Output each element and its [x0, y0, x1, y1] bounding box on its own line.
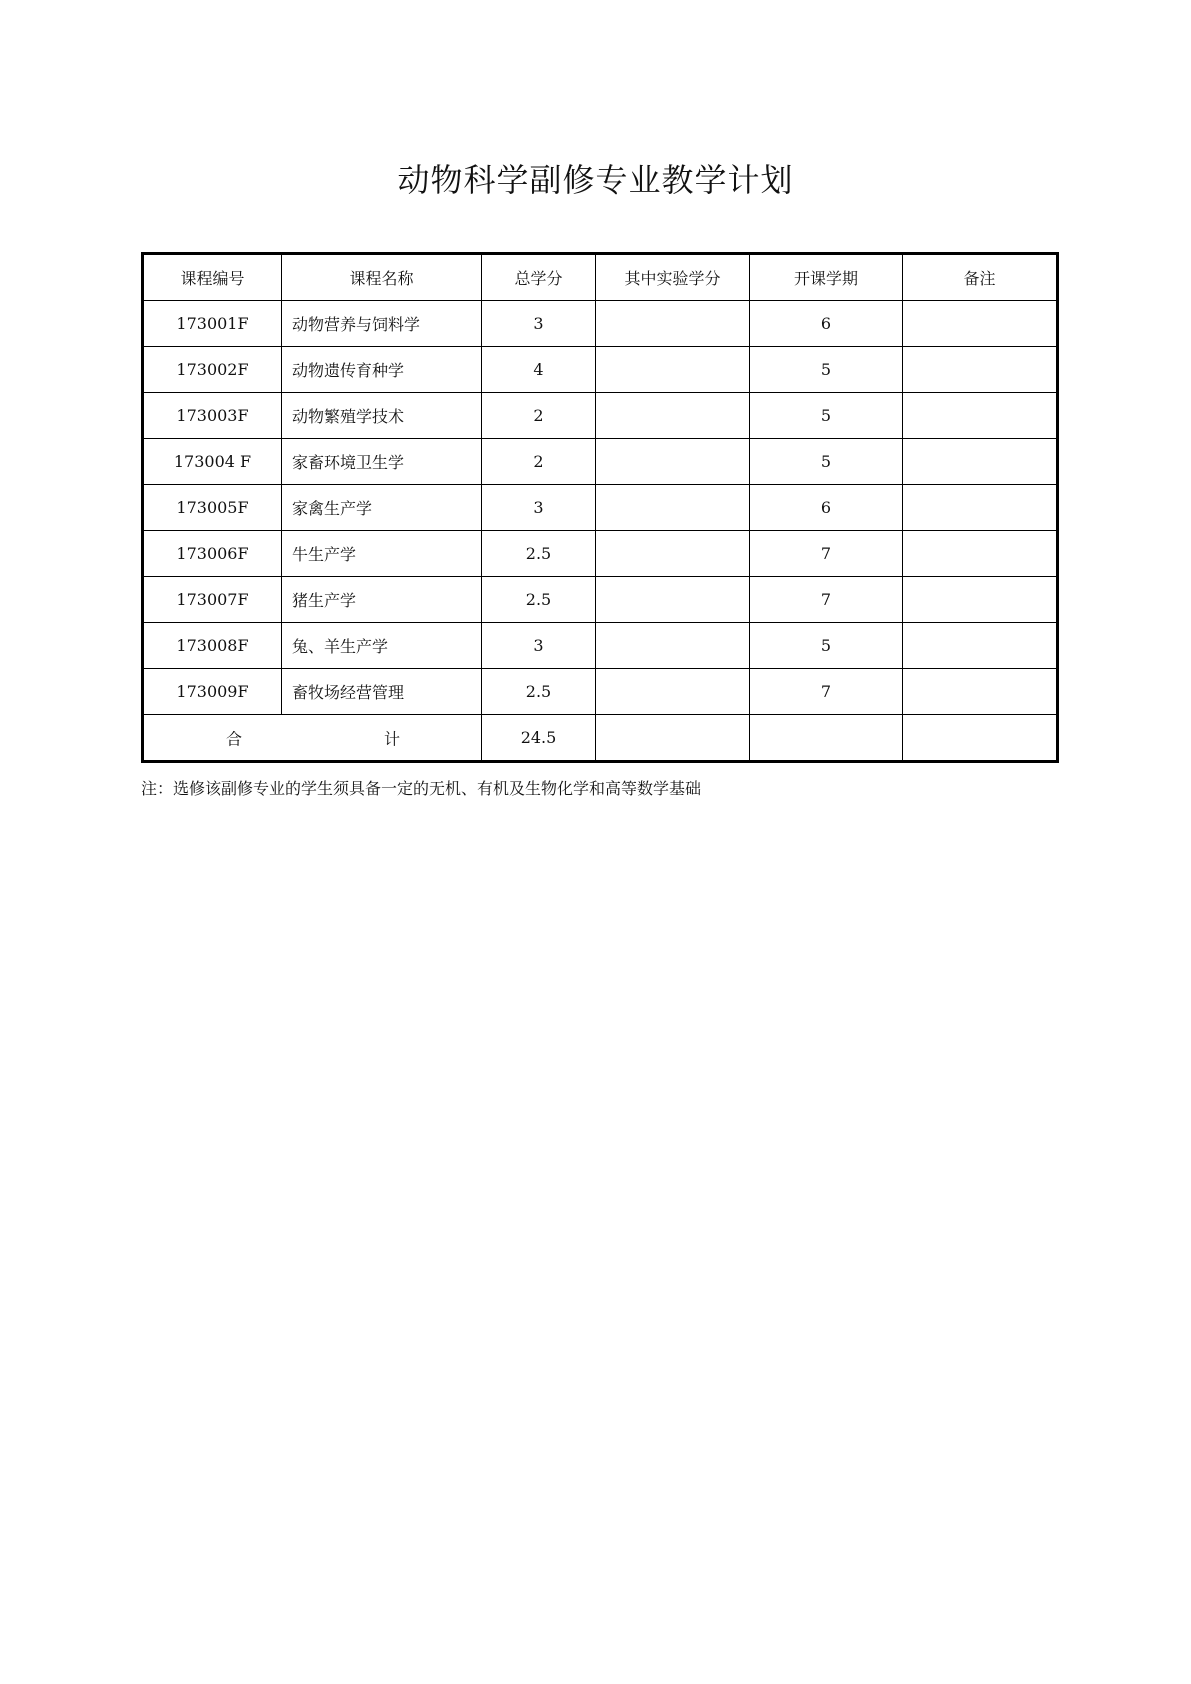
header-total-credits: 总学分	[482, 254, 596, 301]
semester: 7	[750, 531, 903, 577]
lab-credits	[596, 439, 750, 485]
semester: 5	[750, 347, 903, 393]
table-row	[143, 347, 1058, 393]
course-code: 173008F	[143, 623, 282, 669]
semester: 7	[750, 577, 903, 623]
lab-credits	[596, 623, 750, 669]
total-credits: 2.5	[482, 669, 596, 715]
course-code: 173003F	[143, 393, 282, 439]
header-semester: 开课学期	[750, 254, 903, 301]
table-header-row	[143, 254, 1058, 301]
remark	[903, 485, 1058, 531]
semester: 5	[750, 439, 903, 485]
total-remark	[903, 715, 1058, 762]
total-credits: 2.5	[482, 577, 596, 623]
lab-credits	[596, 347, 750, 393]
course-name: 家畜环境卫生学	[282, 439, 482, 485]
total-credits: 3	[482, 485, 596, 531]
course-code: 173006F	[143, 531, 282, 577]
remark	[903, 669, 1058, 715]
lab-credits	[596, 485, 750, 531]
remark	[903, 531, 1058, 577]
lab-credits	[596, 669, 750, 715]
header-remark: 备注	[903, 254, 1058, 301]
total-lab-credits	[596, 715, 750, 762]
course-name: 动物繁殖学技术	[282, 393, 482, 439]
lab-credits	[596, 577, 750, 623]
remark	[903, 393, 1058, 439]
remark	[903, 347, 1058, 393]
table-row	[143, 623, 1058, 669]
total-credits: 3	[482, 301, 596, 347]
course-code: 173005F	[143, 485, 282, 531]
lab-credits	[596, 301, 750, 347]
lab-credits	[596, 531, 750, 577]
semester: 6	[750, 301, 903, 347]
total-label-cell	[143, 715, 482, 762]
remark	[903, 439, 1058, 485]
header-lab-credits: 其中实验学分	[596, 254, 750, 301]
prerequisite-note: 注：选修该副修专业的学生须具备一定的无机、有机及生物化学和高等数学基础	[141, 779, 702, 798]
semester: 5	[750, 393, 903, 439]
total-row	[143, 715, 1058, 762]
header-course-name: 课程名称	[282, 254, 482, 301]
table-row	[143, 669, 1058, 715]
semester: 7	[750, 669, 903, 715]
table-row	[143, 439, 1058, 485]
course-name: 动物营养与饲料学	[282, 301, 482, 347]
total-semester	[750, 715, 903, 762]
page-title: 动物科学副修专业教学计划	[397, 161, 794, 199]
semester: 5	[750, 623, 903, 669]
table-row	[143, 577, 1058, 623]
remark	[903, 301, 1058, 347]
course-code: 173004 F	[143, 439, 282, 485]
teaching-plan-table	[141, 252, 1059, 763]
course-code: 173001F	[143, 301, 282, 347]
course-code: 173009F	[143, 669, 282, 715]
course-name: 牛生产学	[282, 531, 482, 577]
course-name: 动物遗传育种学	[282, 347, 482, 393]
lab-credits	[596, 393, 750, 439]
total-credits: 2.5	[482, 531, 596, 577]
semester: 6	[750, 485, 903, 531]
total-credits-sum: 24.5	[482, 715, 596, 762]
header-course-code: 课程编号	[143, 254, 282, 301]
total-credits: 4	[482, 347, 596, 393]
remark	[903, 623, 1058, 669]
course-code: 173002F	[143, 347, 282, 393]
total-credits: 2	[482, 439, 596, 485]
remark	[903, 577, 1058, 623]
table-row	[143, 301, 1058, 347]
total-label-ji: 计	[384, 729, 401, 748]
course-name: 猪生产学	[282, 577, 482, 623]
table-row	[143, 485, 1058, 531]
table-row	[143, 531, 1058, 577]
course-name: 家禽生产学	[282, 485, 482, 531]
course-name: 畜牧场经营管理	[282, 669, 482, 715]
total-label-he: 合	[226, 729, 243, 748]
course-code: 173007F	[143, 577, 282, 623]
course-name: 兔、羊生产学	[282, 623, 482, 669]
total-credits: 3	[482, 623, 596, 669]
total-credits: 2	[482, 393, 596, 439]
table-row	[143, 393, 1058, 439]
